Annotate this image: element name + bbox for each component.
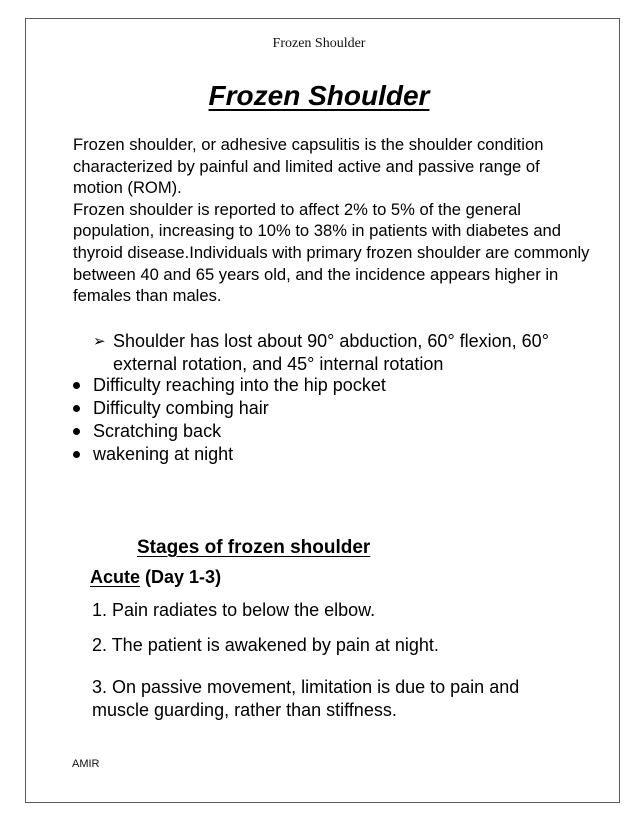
paragraph-prevalence: Frozen shoulder is reported to affect 2% to 5% of the general population, increasing to 10% to 38% in patients with diabetes and thyroid disease.Individuals with primary frozen shoulder are commonly between 40 and 65 years old, and the incidence appears higher in females than males. xyxy=(73,199,590,306)
bullet-icon xyxy=(73,428,80,435)
acute-range: (Day 1-3) xyxy=(145,567,222,587)
numbered-item: 3. On passive movement, limitation is due to pain and muscle guarding, rather than stiffness. xyxy=(92,677,520,720)
arrow-list-item xyxy=(93,330,593,376)
running-header: Frozen Shoulder xyxy=(272,36,366,51)
subheading-acute xyxy=(90,567,221,588)
bullet-icon xyxy=(73,382,80,389)
list-item-text: Difficulty reaching into the hip pocket xyxy=(93,375,386,395)
list-item-text: Difficulty combing hair xyxy=(93,398,269,418)
intro-text xyxy=(73,134,593,307)
symptom-list xyxy=(73,374,593,466)
section-heading-stages: Stages of frozen shoulder xyxy=(137,537,371,558)
arrow-bullet-icon: ➢ xyxy=(93,333,106,350)
bullet-icon xyxy=(73,405,80,412)
list-item xyxy=(73,397,593,420)
list-item-text: wakening at night xyxy=(93,444,234,464)
list-item xyxy=(73,443,593,466)
bullet-icon xyxy=(73,451,80,458)
footer-author: AMIR xyxy=(72,758,100,770)
list-item-text: Scratching back xyxy=(93,421,222,441)
acute-label: Acute xyxy=(90,567,141,587)
paragraph-definition: Frozen shoulder, or adhesive capsulitis is the shoulder condition characterized by painful and limited active and passive range of motion (ROM). xyxy=(73,135,544,198)
numbered-item: 2. The patient is awakened by pain at night. xyxy=(92,635,439,655)
list-item xyxy=(73,374,593,397)
numbered-item: 1. Pain radiates to below the elbow. xyxy=(92,600,376,620)
list-item xyxy=(73,420,593,443)
arrow-item-text: Shoulder has lost about 90° abduction, 60° flexion, 60° external rotation, and 45° internal rotation xyxy=(113,331,549,374)
page-title: Frozen Shoulder xyxy=(208,80,430,111)
